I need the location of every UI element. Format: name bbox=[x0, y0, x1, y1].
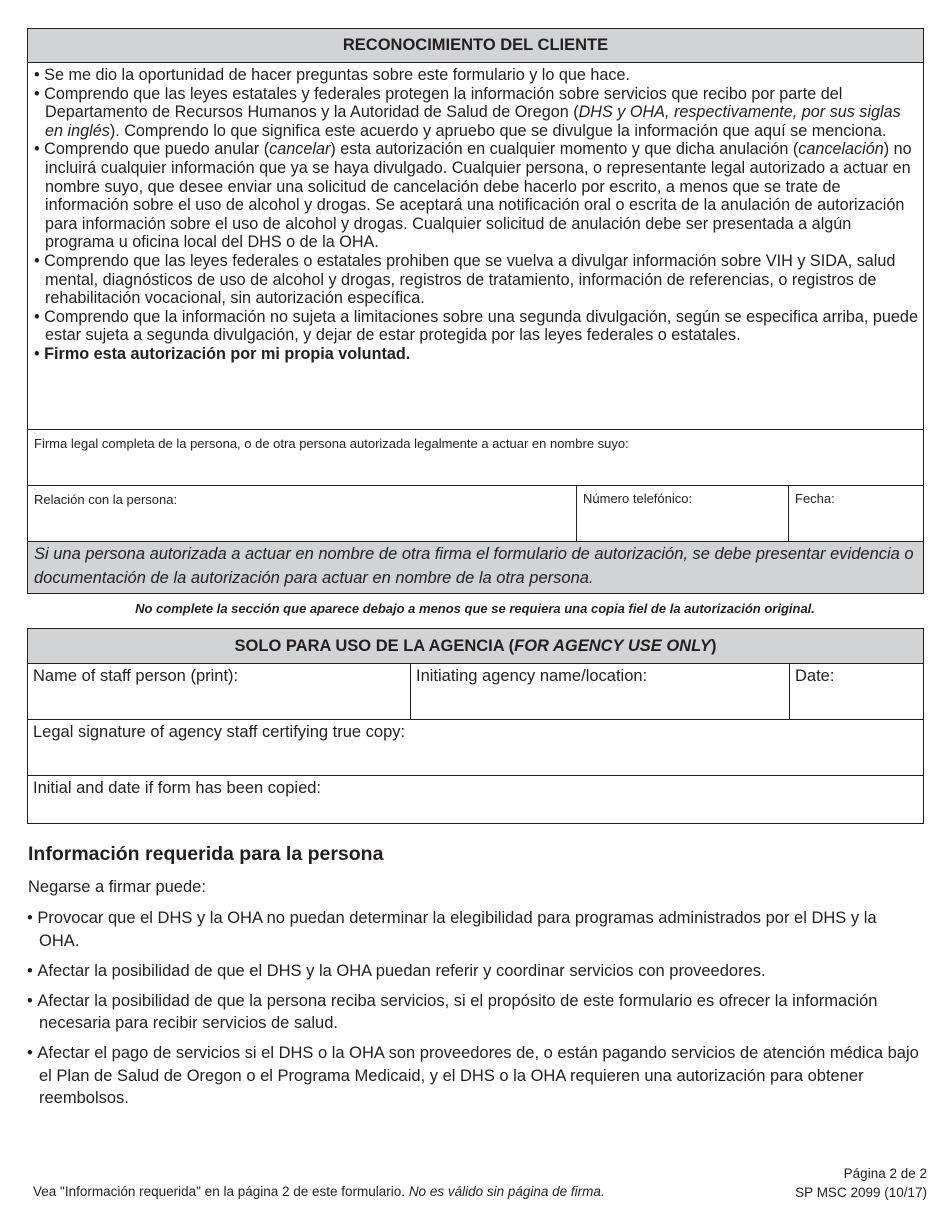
date-label: Fecha: bbox=[795, 491, 835, 506]
footer-note: Vea "Información requerida" en la página 2 de este formulario. No es válido sin página de firma. bbox=[33, 1184, 605, 1199]
agency-section-title: SOLO PARA USO DE LA AGENCIA (FOR AGENCY USE ONLY) bbox=[28, 629, 923, 664]
agency-location-label: Initiating agency name/location: bbox=[416, 667, 648, 685]
date-field[interactable] bbox=[789, 486, 923, 541]
client-acknowledgement-title: RECONOCIMIENTO DEL CLIENTE bbox=[28, 29, 923, 63]
acknowledgement-item: • Se me dio la oportunidad de hacer preguntas sobre este formulario y lo que hace. bbox=[34, 66, 923, 85]
acknowledgement-item: • Comprendo que la información no sujeta a limitaciones sobre una segunda divulgación, según se especifica arriba, puede estar sujeta a segunda divulgación, y dejar de estar protegida por las leyes federales o estatales. bbox=[34, 308, 923, 345]
acknowledgement-item: • Comprendo que las leyes estatales y federales protegen la información sobre servicios que recibo por parte del Departamento de Recursos Humanos y la Autoridad de Salud de Oregon (DHS y OHA, respectivamente, por sus siglas en inglés). Comprendo lo que significa este acuerdo y apruebo que se divulgue la información que aquí se menciona. bbox=[34, 85, 923, 141]
acknowledgement-item: • Comprendo que las leyes federales o estatales prohiben que se vuelva a divulgar información sobre VIH y SIDA, salud mental, diagnósticos de uso de alcohol y drogas, registros de tratamiento, información de referencias, o registros de rehabilitación vocacional, sin autorización específica. bbox=[34, 252, 923, 308]
required-info-intro: Negarse a firmar puede: bbox=[28, 878, 206, 896]
initial-date-label: Initial and date if form has been copied: bbox=[33, 779, 322, 797]
required-info-heading: Información requerida para la persona bbox=[28, 843, 384, 865]
required-info-item: • Provocar que el DHS y la OHA no puedan determinar la elegibilidad para programas administrados por el DHS y la OHA. bbox=[27, 907, 919, 952]
footer-page-info bbox=[795, 1164, 927, 1202]
acknowledgement-item: • Comprendo que puedo anular (cancelar) esta autorización en cualquier momento y que dicha anulación (cancelación) no incluirá cualquier información que ya se haya divulgado. Cualquier persona, o representante legal autorizado a actuar en nombre suyo, que desee enviar una solicitud de cancelación debe hacerlo por escrito, a menos que se trate de información sobre el uso de alcohol y drogas. Se aceptará una notificación oral o escrita de la anulación de autorización para información sobre el uso de alcohol y drogas. Cualquier solicitud de anulación debe ser presentada a algún programa u oficina local del DHS o de la OHA. bbox=[34, 140, 923, 252]
copy-note: No complete la sección que aparece debajo a menos que se requiera una copia fiel de la autorización original. bbox=[135, 601, 815, 616]
agency-location-field[interactable] bbox=[411, 664, 789, 719]
authorized-representative-note: Si una persona autorizada a actuar en nombre de otra firma el formulario de autorización, se debe presentar evidencia o documentación de la autorización para actuar en nombre de la otra persona. bbox=[28, 542, 923, 593]
required-info-list bbox=[27, 907, 919, 1117]
acknowledgement-item: • Firmo esta autorización por mi propia voluntad. bbox=[34, 345, 923, 364]
relation-field[interactable] bbox=[28, 486, 576, 541]
initial-date-field[interactable] bbox=[28, 776, 923, 823]
agency-date-label: Date: bbox=[795, 667, 835, 685]
required-info-item: • Afectar la posibilidad de que la persona reciba servicios, si el propósito de este formulario es ofrecer la información necesaria para recibir servicios de salud. bbox=[27, 990, 919, 1035]
client-acknowledgement-section bbox=[27, 28, 924, 594]
staff-name-field[interactable] bbox=[28, 664, 410, 719]
phone-field[interactable] bbox=[577, 486, 788, 541]
acknowledgement-list bbox=[28, 63, 923, 364]
form-id: SP MSC 2099 (10/17) bbox=[795, 1185, 927, 1200]
agency-signature-field[interactable] bbox=[28, 720, 923, 775]
relation-label: Relación con la persona: bbox=[34, 492, 178, 507]
required-info-item: • Afectar la posibilidad de que el DHS y la OHA puedan referir y coordinar servicios con proveedores. bbox=[27, 960, 919, 983]
signature-field[interactable] bbox=[28, 430, 923, 485]
staff-name-label: Name of staff person (print): bbox=[33, 667, 239, 685]
page-number: Página 2 de 2 bbox=[843, 1166, 927, 1181]
agency-signature-label: Legal signature of agency staff certifying true copy: bbox=[33, 723, 406, 741]
phone-label: Número telefónico: bbox=[583, 491, 693, 506]
required-info-item: • Afectar el pago de servicios si el DHS o la OHA son proveedores de, o están pagando servicios de atención médica bajo el Plan de Salud de Oregon o el Programa Medicaid, y el DHS o la OHA requieren una autorización para obtener reembolsos. bbox=[27, 1042, 919, 1110]
agency-section bbox=[27, 628, 924, 824]
agency-date-field[interactable] bbox=[790, 664, 923, 719]
signature-label: Firma legal completa de la persona, o de otra persona autorizada legalmente a actuar en nombre suyo: bbox=[34, 436, 629, 451]
